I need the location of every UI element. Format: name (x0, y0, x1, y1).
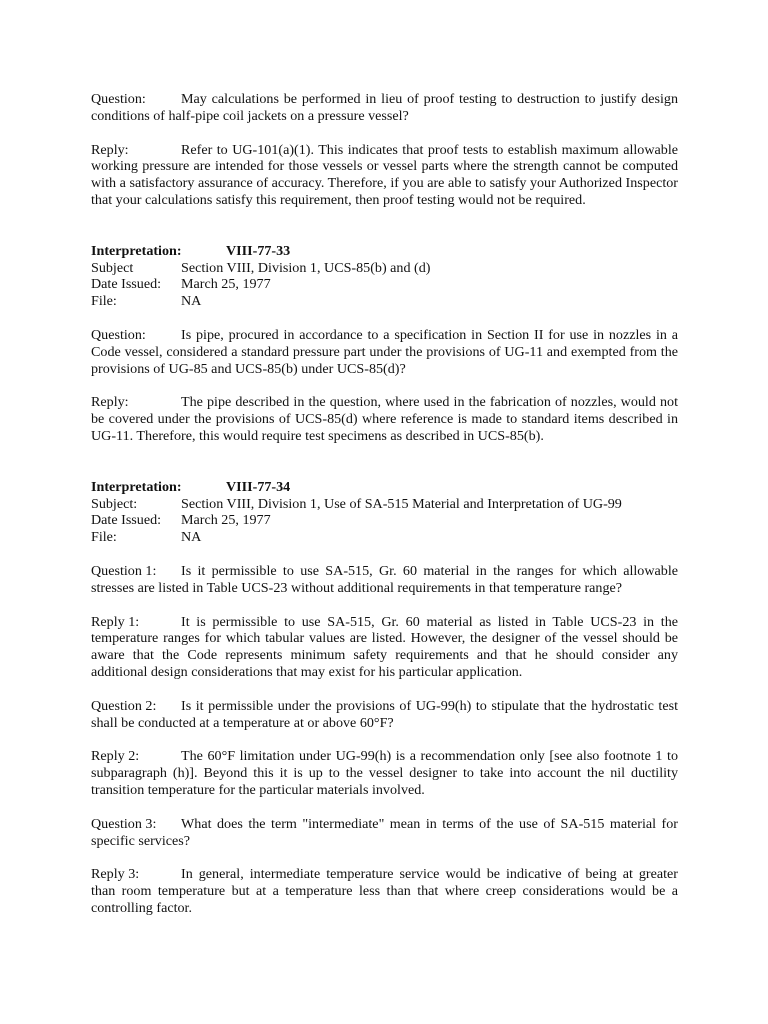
reply-paragraph (91, 748, 678, 798)
question-paragraph (91, 816, 678, 850)
interpretation-heading (91, 243, 678, 260)
reply-paragraph (91, 394, 678, 444)
reply-label: Reply: (91, 394, 129, 411)
file-label: File: (91, 293, 117, 310)
reply-label: Reply: (91, 141, 129, 158)
file-label: File: (91, 529, 117, 546)
date-issued-label: Date Issued: (91, 512, 162, 529)
date-issued-row (91, 276, 678, 293)
interpretation-heading (91, 479, 678, 496)
subject-label: Subject (91, 259, 134, 276)
reply-text: In general, intermediate temperature service would be indicative of being at greater than room temperature but at a temperature less than that where creep considerations would be a controlling factor. (91, 866, 678, 916)
date-issued-row (91, 512, 678, 529)
reply-text: Refer to UG-101(a)(1). This indicates that proof tests to establish maximum allowable working pressure are intended for those vessels or vessel parts where the strength cannot be computed with a satisfactory assurance of accuracy. Therefore, if you are able to satisfy your Authorized Inspector that your calculations satisfy this requirement, then proof testing would not be required. (91, 141, 678, 208)
question-text: What does the term "intermediate" mean in terms of the use of SA-515 material for specific services? (91, 815, 678, 849)
interpretation-number: VIII-77-34 (226, 478, 291, 495)
question-paragraph (91, 563, 678, 597)
reply-paragraph (91, 866, 678, 916)
file-value: NA (181, 293, 202, 310)
question-text: Is pipe, procured in accordance to a specification in Section II for use in nozzles in a Code vessel, considered a standard pressure part under the provisions of UG-11 and exempted from the provisions of UG-85 and UCS-85(b) under UCS-85(d)? (91, 326, 678, 377)
reply-text: The 60°F limitation under UG-99(h) is a recommendation only [see also footnote 1 to subparagraph (h)]. Beyond this it is up to the vessel designer to take into account the nil ductility transition temperature for the particular materials involved. (91, 748, 678, 798)
file-value: NA (181, 529, 202, 546)
reply-text: It is permissible to use SA-515, Gr. 60 material as listed in Table UCS-23 in the temperature ranges for which tabular values are listed. However, the designer of the vessel should be aware that the Code represents minimum safety requirements and that he should consider any additional design considerations that may exist for his particular application. (91, 613, 678, 680)
interpretation-number: VIII-77-33 (226, 242, 291, 259)
question-label: Question: (91, 326, 146, 343)
question-paragraph (91, 327, 678, 377)
subject-value: Section VIII, Division 1, UCS-85(b) and (d) (181, 259, 431, 276)
date-issued-value: March 25, 1977 (181, 276, 271, 293)
reply-paragraph (91, 614, 678, 681)
question-label: Question: (91, 91, 146, 107)
question-label: Question 3: (91, 815, 157, 832)
subject-row (91, 260, 678, 277)
subject-value: Section VIII, Division 1, Use of SA-515 Material and Interpretation of UG-99 (181, 495, 622, 512)
question-label: Question 2: (91, 697, 157, 714)
reply-label: Reply 3: (91, 866, 140, 883)
subject-row (91, 496, 678, 513)
date-issued-label: Date Issued: (91, 276, 162, 293)
question-paragraph (91, 91, 678, 125)
reply-label: Reply 2: (91, 748, 140, 765)
question-text: May calculations be performed in lieu of proof testing to destruction to justify design conditions of half-pipe coil jackets on a pressure vessel? (91, 91, 678, 124)
document-body (91, 91, 678, 917)
question-text: Is it permissible under the provisions of UG-99(h) to stipulate that the hydrostatic test shall be conducted at a temperature at or above 60°F? (91, 697, 678, 731)
reply-label: Reply 1: (91, 613, 140, 630)
date-issued-value: March 25, 1977 (181, 512, 271, 529)
reply-text: The pipe described in the question, where used in the fabrication of nozzles, would not be covered under the provisions of UCS-85(d) where reference is made to standard items described in UG-11. Therefore, this would require test specimens as described in UCS-85(b). (91, 394, 678, 444)
file-row (91, 293, 678, 310)
interpretation-label: Interpretation: (91, 478, 182, 495)
subject-label: Subject: (91, 495, 138, 512)
question-text: Is it permissible to use SA-515, Gr. 60 material in the ranges for which allowable stresses are listed in Table UCS-23 without additional requirements in that temperature range? (91, 562, 678, 596)
file-row (91, 529, 678, 546)
reply-paragraph (91, 142, 678, 209)
question-paragraph (91, 698, 678, 732)
interpretation-label: Interpretation: (91, 242, 182, 259)
question-label: Question 1: (91, 562, 157, 579)
